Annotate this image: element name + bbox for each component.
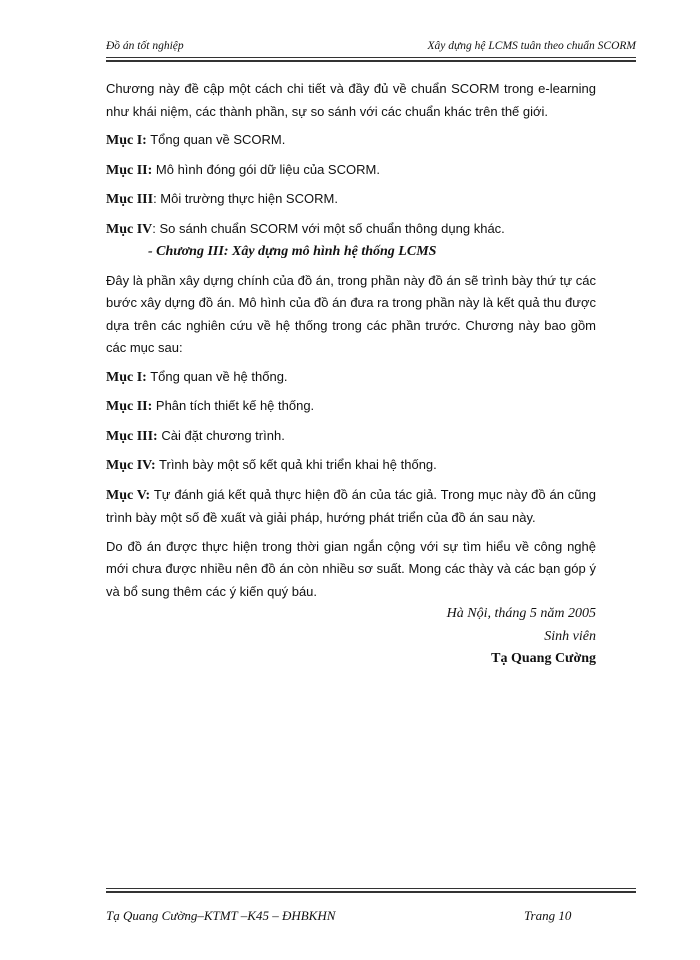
item-label: Mục V: xyxy=(106,487,151,503)
footer-rule xyxy=(106,888,636,893)
item-label: Mục IV xyxy=(106,221,153,237)
item-text: Tổng quan về hệ thống. xyxy=(146,368,288,384)
chapter3-item xyxy=(106,454,596,478)
item-text: Phân tích thiết kế hệ thống. xyxy=(152,398,315,413)
page-header xyxy=(106,40,636,56)
item-text: Tự đánh giá kết quả thực hiện đồ án của tác giả. Trong mục này đồ án cũng trình bày một số đề xuất và giải pháp, hướng phát triển của đồ án sau này. xyxy=(106,486,596,525)
chapter2-item xyxy=(106,159,596,183)
chapter2-item xyxy=(106,188,596,212)
item-label: Mục II: xyxy=(106,399,153,414)
item-label: Mục III xyxy=(106,192,154,207)
chapter3-intro: Đây là phần xây dựng chính của đồ án, trong phần này đồ án sẽ trình bày thứ tự các bước xây dựng đồ án. Mô hình của đồ án đưa ra trong phần này là kết quả thu được dựa trên các nghiên cứu về hệ thống trong các phần trước. Chương này bao gồm các mục sau: xyxy=(106,272,596,355)
chapter3-item xyxy=(106,484,596,530)
page-footer xyxy=(106,908,636,926)
item-label: Mục I: xyxy=(106,133,147,148)
header-right-title: Xây dựng hệ LCMS tuân theo chuẩn SCORM xyxy=(427,40,636,52)
item-label: Mục I: xyxy=(106,369,147,385)
item-text: : So sánh chuẩn SCORM với một số chuẩn thông dụng khác. xyxy=(152,220,505,236)
item-text: : Môi trường thực hiện SCORM. xyxy=(153,191,338,206)
chapter2-item xyxy=(106,218,596,242)
chapter2-intro: Chương này đề cập một cách chi tiết và đầy đủ về chuẩn SCORM trong e-learning như khái niệm, các thành phần, sự so sánh với các chuẩn khác trên thế giới. xyxy=(106,81,596,119)
signer-role: Sinh viên xyxy=(544,628,596,644)
item-label: Mục IV: xyxy=(106,458,156,473)
header-left-title: Đồ án tốt nghiệp xyxy=(106,40,184,52)
chapter3-heading: - Chương III: Xây dựng mô hình hệ thống LCMS xyxy=(148,244,437,259)
closing-paragraph: Do đồ án được thực hiện trong thời gian ngắn cộng với sự tìm hiểu về công nghệ mới chưa được nhiều nên đồ án còn nhiều sơ suất. Mong các thày và các bạn góp ý và bổ sung thêm các ý kiến quý báu. xyxy=(106,538,596,599)
item-text: Mô hình đóng gói dữ liệu của SCORM. xyxy=(152,161,380,177)
item-text: Tổng quan về SCORM. xyxy=(146,132,286,147)
item-label: Mục III: xyxy=(106,428,158,444)
chapter3-item xyxy=(106,425,596,449)
footer-author: Tạ Quang Cường–KTMT –K45 – ĐHBKHN xyxy=(106,908,336,923)
item-text: Cài đặt chương trình. xyxy=(157,427,285,443)
chapter3-item xyxy=(106,366,596,390)
chapter2-item xyxy=(106,129,596,153)
item-label: Mục II: xyxy=(106,162,153,178)
signer-name: Tạ Quang Cường xyxy=(491,651,596,666)
date-line: Hà Nội, tháng 5 năm 2005 xyxy=(446,606,596,621)
page-body xyxy=(106,78,596,671)
footer-page-number: Trang 10 xyxy=(524,908,572,923)
item-text: Trình bày một số kết quả khi triển khai hệ thống. xyxy=(155,457,437,472)
chapter3-item xyxy=(106,395,596,419)
header-rule xyxy=(106,57,636,62)
